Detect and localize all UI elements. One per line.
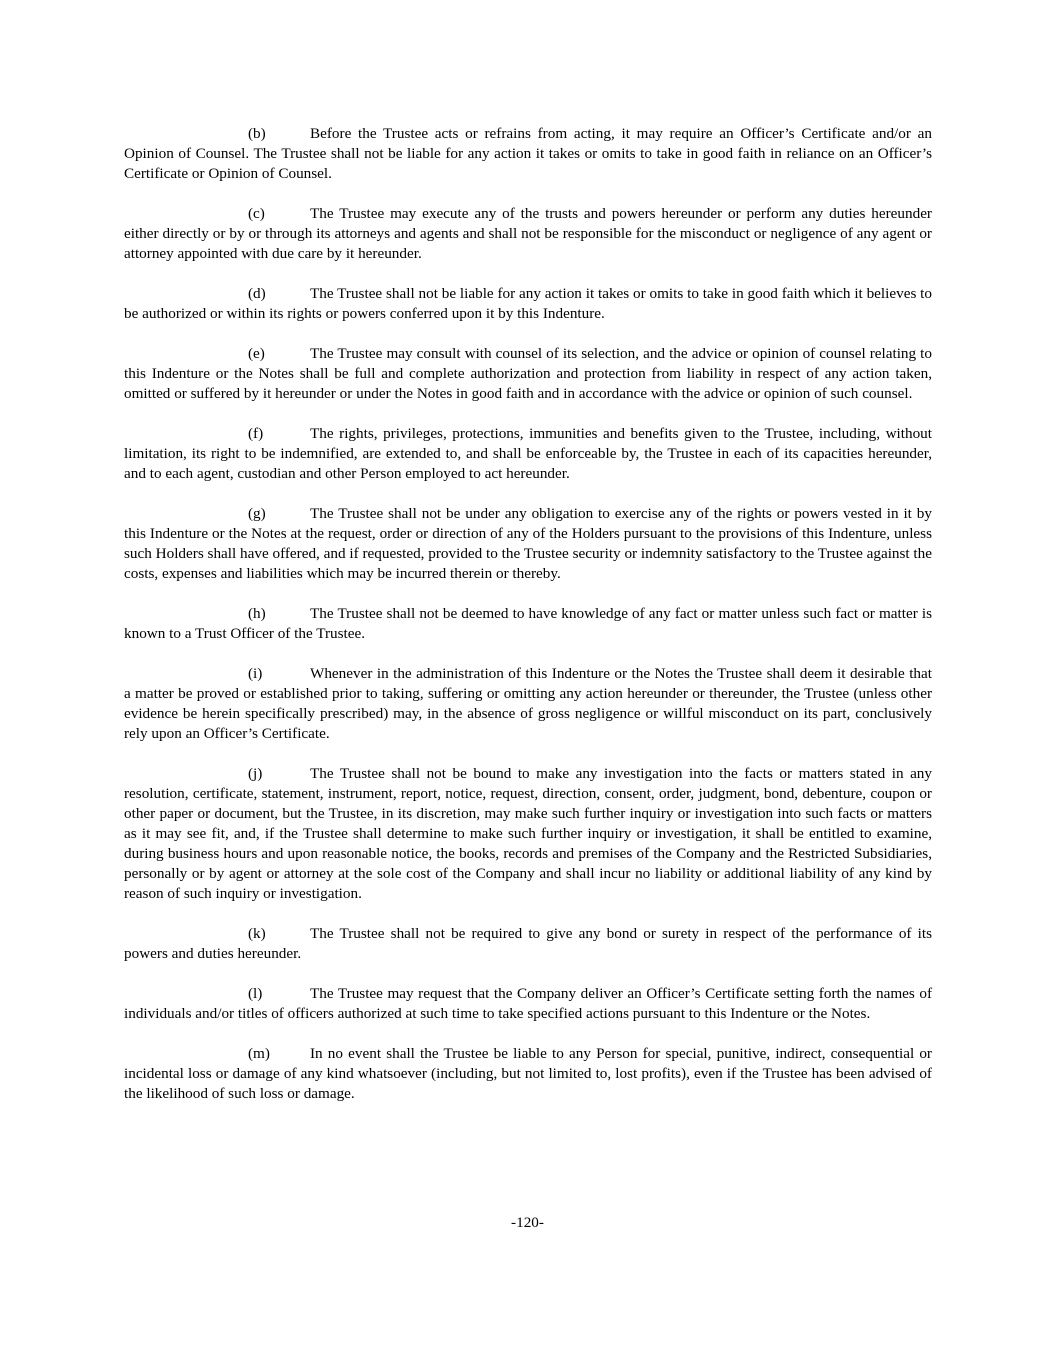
paragraph-text: In no event shall the Trustee be liable to any Person for special, punitive, indirect, consequential or incidental loss or damage of any kind whatsoever (including, but not limited to, lost profits), even if the Trustee has been advised of the likelihood of such loss or damage. bbox=[124, 1045, 932, 1102]
paragraph-label: (k) bbox=[248, 925, 266, 942]
paragraph-text: The Trustee shall not be deemed to have knowledge of any fact or matter unless such fact or matter is known to a Trust Officer of the Trustee. bbox=[124, 605, 932, 642]
paragraph-k bbox=[124, 924, 932, 964]
paragraph-text: Whenever in the administration of this Indenture or the Notes the Trustee shall deem it desirable that a matter be proved or established prior to taking, suffering or omitting any action hereunder or thereunder, the Trustee (unless other evidence be herein specifically prescribed) may, in the absence of gross negligence or willful misconduct on its part, conclusively rely upon an Officer’s Certificate. bbox=[124, 665, 932, 742]
paragraph-text: The Trustee may request that the Company deliver an Officer’s Certificate setting forth the names of individuals and/or titles of officers authorized at such time to take specified actions pursuant to this Indenture or the Notes. bbox=[124, 985, 932, 1022]
paragraph-text: The Trustee shall not be bound to make any investigation into the facts or matters stated in any resolution, certificate, statement, instrument, report, notice, request, direction, consent, order, judgment, bond, debenture, coupon or other paper or document, but the Trustee, in its discretion, may make such further inquiry or investigation into such facts or matters as it may see fit, and, if the Trustee shall determine to make such further inquiry or investigation, it shall be entitled to examine, during business hours and upon reasonable notice, the books, records and premises of the Company and the Restricted Subsidiaries, personally or by agent or attorney at the sole cost of the Company and shall incur no liability or additional liability of any kind by reason of such inquiry or investigation. bbox=[124, 765, 932, 902]
paragraph-label: (j) bbox=[248, 765, 263, 782]
paragraph-text: The Trustee shall not be under any obligation to exercise any of the rights or powers vested in it by this Indenture or the Notes at the request, order or direction of any of the Holders pursuant to the provisions of this Indenture, unless such Holders shall have offered, and if requested, provided to the Trustee security or indemnity satisfactory to the Trustee against the costs, expenses and liabilities which may be incurred therein or thereby. bbox=[124, 505, 932, 582]
paragraph-m bbox=[124, 1044, 932, 1104]
paragraph-h bbox=[124, 604, 932, 644]
paragraph-e bbox=[124, 344, 932, 404]
paragraph-label: (i) bbox=[248, 665, 263, 682]
paragraph-label: (b) bbox=[248, 125, 266, 142]
paragraph-label: (e) bbox=[248, 345, 265, 362]
paragraph-l bbox=[124, 984, 932, 1024]
paragraph-c bbox=[124, 204, 932, 264]
paragraph-text: The Trustee may consult with counsel of its selection, and the advice or opinion of counsel relating to this Indenture or the Notes shall be full and complete authorization and protection from liability in respect of any action taken, omitted or suffered by it hereunder or under the Notes in good faith and in accordance with the advice or opinion of such counsel. bbox=[124, 345, 932, 402]
paragraph-b bbox=[124, 124, 932, 184]
paragraph-g bbox=[124, 504, 932, 584]
paragraph-f bbox=[124, 424, 932, 484]
paragraph-label: (h) bbox=[248, 605, 266, 622]
paragraph-label: (m) bbox=[248, 1045, 270, 1062]
document-body bbox=[124, 124, 932, 1124]
paragraph-label: (d) bbox=[248, 285, 266, 302]
paragraph-text: The rights, privileges, protections, immunities and benefits given to the Trustee, including, without limitation, its right to be indemnified, are extended to, and shall be enforceable by, the Trustee in each of its capacities hereunder, and to each agent, custodian and other Person employed to act hereunder. bbox=[124, 425, 932, 482]
page-number: -120- bbox=[511, 1214, 544, 1231]
paragraph-text: Before the Trustee acts or refrains from acting, it may require an Officer’s Certificate and/or an Opinion of Counsel. The Trustee shall not be liable for any action it takes or omits to take in good faith in reliance on an Officer’s Certificate or Opinion of Counsel. bbox=[124, 125, 932, 182]
paragraph-label: (g) bbox=[248, 505, 266, 522]
paragraph-d bbox=[124, 284, 932, 324]
paragraph-text: The Trustee shall not be required to give any bond or surety in respect of the performance of its powers and duties hereunder. bbox=[124, 925, 932, 962]
paragraph-label: (c) bbox=[248, 205, 265, 222]
paragraph-i bbox=[124, 664, 932, 744]
paragraph-label: (l) bbox=[248, 985, 263, 1002]
paragraph-j bbox=[124, 764, 932, 904]
paragraph-text: The Trustee may execute any of the trusts and powers hereunder or perform any duties hereunder either directly or by or through its attorneys and agents and shall not be responsible for the misconduct or negligence of any agent or attorney appointed with due care by it hereunder. bbox=[124, 205, 932, 262]
paragraph-text: The Trustee shall not be liable for any action it takes or omits to take in good faith which it believes to be authorized or within its rights or powers conferred upon it by this Indenture. bbox=[124, 285, 932, 322]
paragraph-label: (f) bbox=[248, 425, 264, 442]
